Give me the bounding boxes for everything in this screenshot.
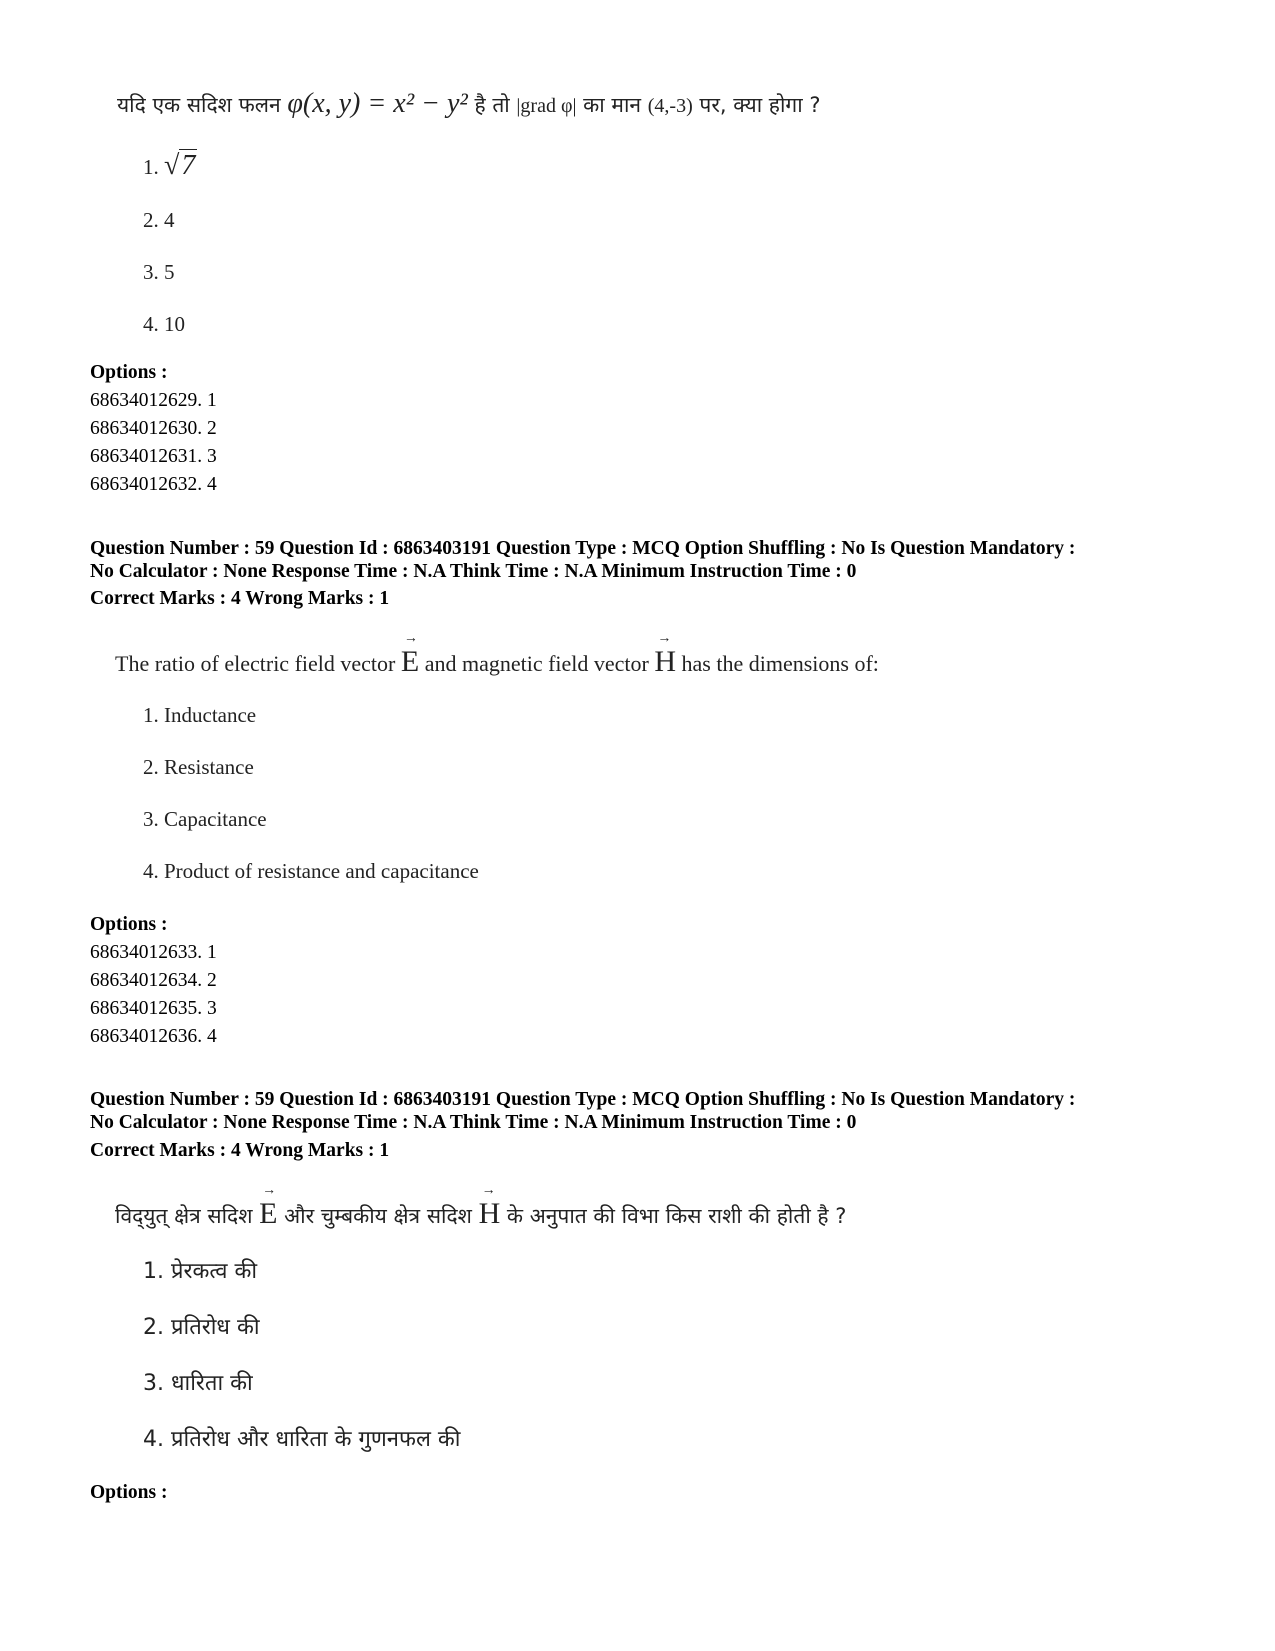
q58-choice-2: 2. 4: [143, 208, 175, 232]
q59-en-option-id: 68634012636. 4: [90, 1026, 217, 1047]
q59-en-text-part: and magnetic field vector: [419, 651, 655, 676]
q58-grad-expression: |grad φ|: [516, 95, 577, 117]
vector-e: → E: [259, 1197, 277, 1231]
q59-en-header-line3: Correct Marks : 4 Wrong Marks : 1: [90, 588, 390, 609]
q58-choice-1-number: 1.: [143, 155, 159, 179]
q58-choice-1-radicand: 7: [181, 150, 196, 181]
q58-text-part: का मान: [576, 93, 648, 117]
question-58-text: [117, 88, 820, 120]
q59-en-header-line2: No Calculator : None Response Time : N.A Think Time : N.A Minimum Instruction Time : 0: [90, 561, 857, 582]
q59-en-options-label: Options :: [90, 914, 168, 935]
q59-hi-options-label: Options :: [90, 1482, 168, 1503]
q58-option-id: 68634012631. 3: [90, 446, 217, 467]
q59-en-choice-3: 3. Capacitance: [143, 807, 267, 831]
vector-e: → E: [401, 645, 419, 679]
q59-en-header-line1: Question Number : 59 Question Id : 6863403191 Question Type : MCQ Option Shuffling : No Is Question Mandatory :: [90, 538, 1076, 559]
q59-hi-text-part: विद्‌युत्‌ क्षेत्र सदिश: [115, 1204, 260, 1228]
q58-function-formula: φ(x, y) = x² − y²: [287, 88, 468, 119]
q59-en-option-id: 68634012633. 1: [90, 942, 217, 963]
q59-en-option-id: 68634012635. 3: [90, 998, 217, 1019]
sqrt-symbol: √7: [164, 150, 196, 181]
q59-hi-header-line2: No Calculator : None Response Time : N.A Think Time : N.A Minimum Instruction Time : 0: [90, 1112, 857, 1133]
q58-choice-1: [143, 150, 197, 182]
q59-hi-question-text: [115, 1197, 846, 1231]
q58-point: (4,-3): [647, 95, 693, 117]
q58-choice-3: 3. 5: [143, 260, 175, 284]
q58-option-id: 68634012629. 1: [90, 390, 217, 411]
q58-option-id: 68634012632. 4: [90, 474, 217, 495]
q59-hi-choice-3: 3. धारिता की: [143, 1371, 253, 1396]
q58-options-label: Options :: [90, 362, 168, 383]
vector-h: → H: [654, 645, 676, 679]
q59-en-choice-1: 1. Inductance: [143, 703, 257, 727]
q59-en-text-part: The ratio of electric field vector: [115, 651, 401, 676]
q59-en-text-part: has the dimensions of:: [676, 651, 879, 676]
q59-en-question-text: [115, 645, 879, 679]
q58-text-part: है तो: [467, 93, 517, 117]
q58-option-id: 68634012630. 2: [90, 418, 217, 439]
q59-hi-choice-4: 4. प्रतिरोध और धारिता के गुणनफल की: [143, 1427, 461, 1452]
q59-hi-header-line1: Question Number : 59 Question Id : 6863403191 Question Type : MCQ Option Shuffling : No Is Question Mandatory :: [90, 1089, 1076, 1110]
q59-en-option-id: 68634012634. 2: [90, 970, 217, 991]
q59-hi-choice-2: 2. प्रतिरोध की: [143, 1315, 260, 1340]
q58-choice-4: 4. 10: [143, 312, 185, 336]
q58-text-part: यदि एक सदिश फलन: [117, 93, 288, 117]
q59-hi-text-part: के अनुपात की विभा किस राशी की होती है ?: [500, 1204, 847, 1228]
q59-en-choice-2: 2. Resistance: [143, 755, 254, 779]
q59-hi-header-line3: Correct Marks : 4 Wrong Marks : 1: [90, 1140, 390, 1161]
q59-en-choice-4: 4. Product of resistance and capacitance: [143, 859, 479, 883]
vector-h: → H: [479, 1197, 501, 1231]
q59-hi-choice-1: 1. प्रेरकत्व की: [143, 1259, 258, 1284]
q58-text-part: पर, क्या होगा ?: [692, 93, 821, 117]
q59-hi-text-part: और चुम्बकीय क्षेत्र सदिश: [277, 1204, 479, 1228]
